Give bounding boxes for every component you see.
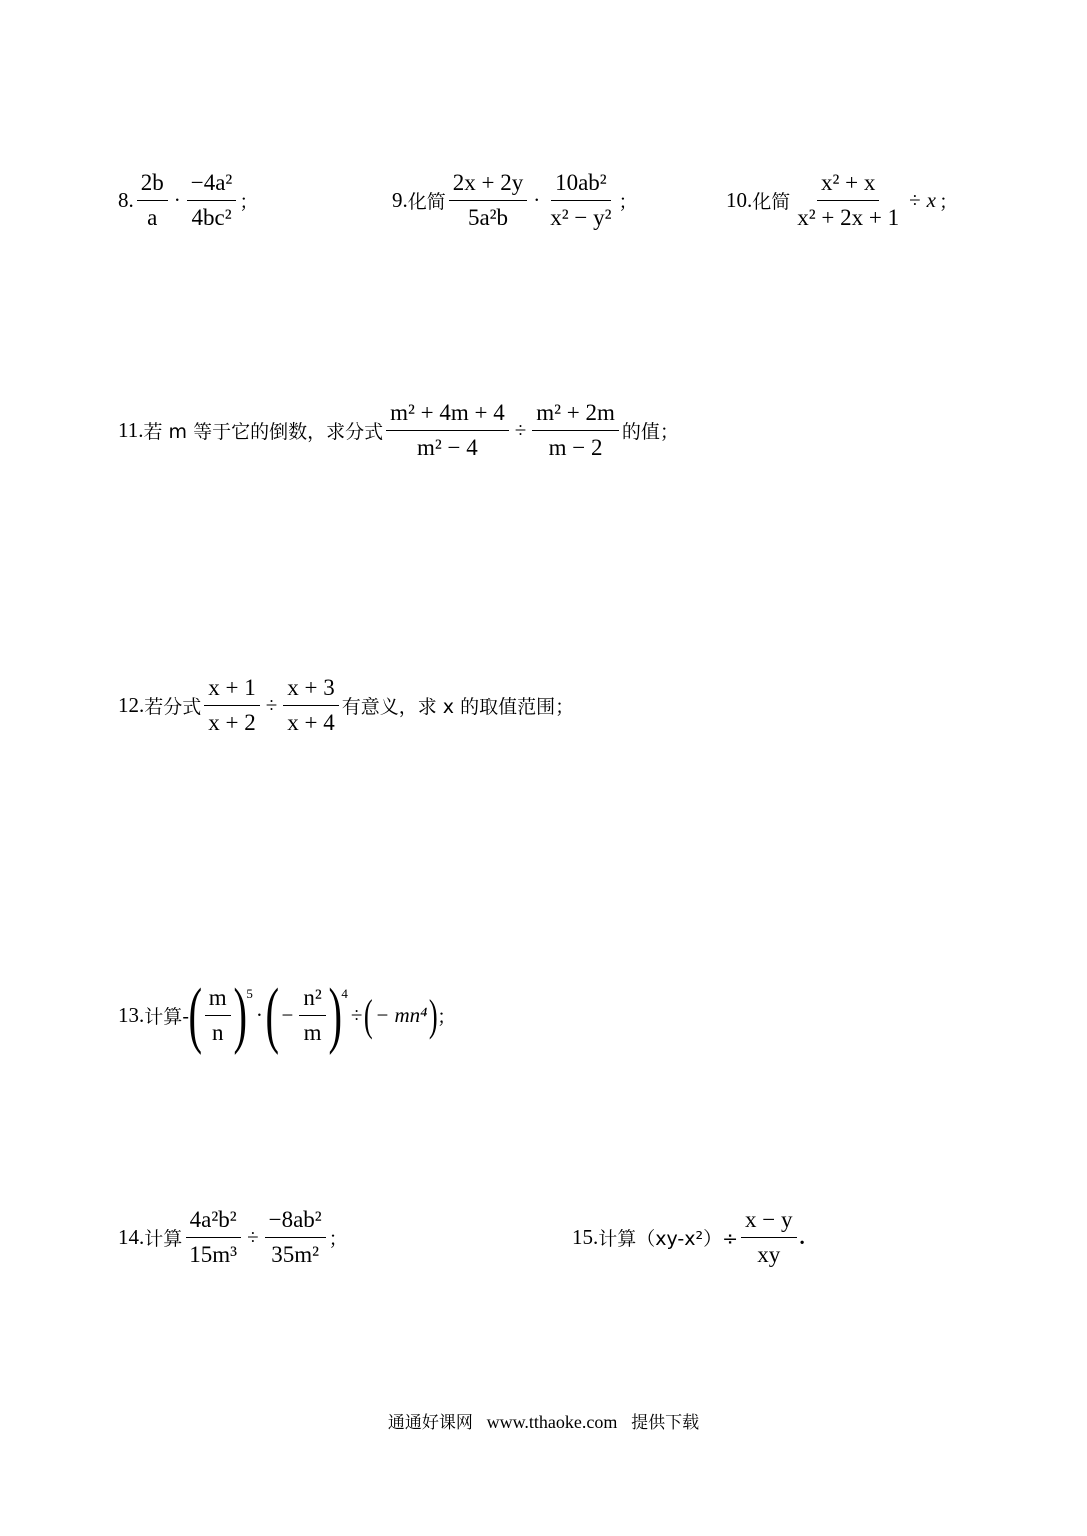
dot-operator: ·: [533, 188, 541, 212]
footer-provider-text: 提供下载: [631, 1413, 700, 1433]
problem-14: [118, 1203, 348, 1272]
left-paren: (: [188, 974, 203, 1056]
exponent: 4: [341, 986, 348, 1001]
problem-number: 10.: [726, 188, 753, 212]
divide-operator: ÷: [265, 693, 278, 717]
numerator: m: [205, 981, 231, 1016]
variable: x: [926, 188, 936, 212]
fraction: [546, 166, 615, 235]
problem-number: 14.: [118, 1225, 145, 1249]
denominator: xy: [757, 1242, 781, 1267]
problem-12: [118, 671, 574, 740]
semicolon: ；: [437, 1005, 457, 1028]
fraction: [299, 981, 325, 1050]
fraction: [185, 1203, 241, 1272]
problem-text: 计算-: [144, 1005, 190, 1028]
numerator: 2b: [137, 166, 168, 201]
denominator: m: [303, 1019, 322, 1045]
problem-15: [572, 1203, 805, 1272]
numerator: 10ab²: [551, 166, 611, 201]
problem-number: 13.: [118, 1002, 145, 1027]
semicolon: ；: [328, 1228, 348, 1250]
dot-operator: ·: [255, 1002, 263, 1027]
numerator: n²: [299, 981, 325, 1016]
right-paren: ): [328, 974, 342, 1056]
divide-operator: ÷: [247, 1225, 259, 1249]
exponent: 5: [246, 986, 253, 1001]
semicolon: ；: [938, 191, 958, 213]
numerator: x + 3: [283, 671, 338, 706]
numerator: x − y: [741, 1203, 796, 1238]
denominator: 35m²: [271, 1242, 320, 1267]
numerator: m² + 4m + 4: [386, 396, 509, 431]
page-footer: [0, 1408, 1087, 1433]
problem-number: 8.: [118, 188, 134, 212]
fraction: [205, 981, 231, 1050]
semicolon: ；: [239, 191, 259, 213]
dot-operator: ·: [173, 188, 181, 212]
term: − mn⁴: [375, 1002, 428, 1027]
problem-text-after: 的值；: [621, 421, 679, 443]
problem-number: 12.: [118, 693, 145, 717]
denominator: n: [211, 1019, 224, 1045]
problem-9: [392, 166, 638, 235]
right-paren: ): [429, 990, 439, 1040]
denominator: 4bc²: [191, 205, 232, 230]
numerator: −4a²: [187, 166, 237, 201]
divide-operator: ÷: [350, 1002, 363, 1027]
numerator: x + 1: [204, 671, 259, 706]
numerator: 2x + 2y: [449, 166, 527, 201]
problem-10: [726, 166, 958, 235]
problem-8: [118, 166, 258, 235]
divide-operator: ÷: [909, 188, 921, 212]
semicolon: ；: [618, 191, 638, 213]
fraction: [187, 166, 237, 235]
right-paren: ): [233, 974, 247, 1056]
denominator: 5a²b: [467, 205, 509, 230]
problem-text: 计算: [144, 1228, 183, 1250]
problem-text: 化简: [407, 191, 446, 213]
problem-number: 11.: [118, 418, 144, 442]
fraction: [741, 1203, 796, 1272]
fraction: [386, 396, 509, 465]
denominator: x² + 2x + 1: [797, 205, 900, 230]
problem-number: 9.: [392, 188, 408, 212]
fraction: [137, 166, 168, 235]
fraction: [532, 396, 619, 465]
numerator: −8ab²: [265, 1203, 326, 1238]
denominator: x + 2: [208, 710, 256, 735]
minus-sign: −: [281, 1002, 294, 1027]
denominator: 15m³: [189, 1242, 238, 1267]
denominator: x² − y²: [550, 205, 612, 230]
fraction: [204, 671, 259, 740]
denominator: a: [147, 205, 158, 230]
problem-11: [118, 396, 679, 465]
problem-text: 若分式: [144, 696, 202, 718]
fraction: [283, 671, 338, 740]
left-paren: (: [364, 990, 374, 1040]
fraction: [265, 1203, 326, 1272]
problem-text: 计算（xy-x²）÷: [598, 1228, 739, 1250]
denominator: x + 4: [287, 710, 335, 735]
numerator: m² + 2m: [532, 396, 619, 431]
divide-operator: ÷: [514, 418, 527, 442]
footer-url: www.tthaoke.com: [486, 1412, 618, 1432]
footer-site-name: 通通好课网: [387, 1413, 473, 1433]
numerator: x² + x: [817, 166, 879, 201]
period: .: [799, 1225, 805, 1249]
fraction: [793, 166, 903, 235]
problem-13: [118, 974, 457, 1056]
numerator: 4a²b²: [186, 1203, 241, 1238]
denominator: m − 2: [548, 435, 603, 460]
denominator: m² − 4: [417, 435, 478, 460]
problem-number: 15.: [572, 1225, 599, 1249]
problem-text: 化简: [752, 191, 791, 213]
fraction: [449, 166, 527, 235]
left-paren: (: [265, 974, 279, 1056]
problem-text: 若 m 等于它的倒数，求分式: [143, 421, 384, 443]
problem-text-after: 有意义，求 x 的取值范围；: [341, 696, 575, 718]
